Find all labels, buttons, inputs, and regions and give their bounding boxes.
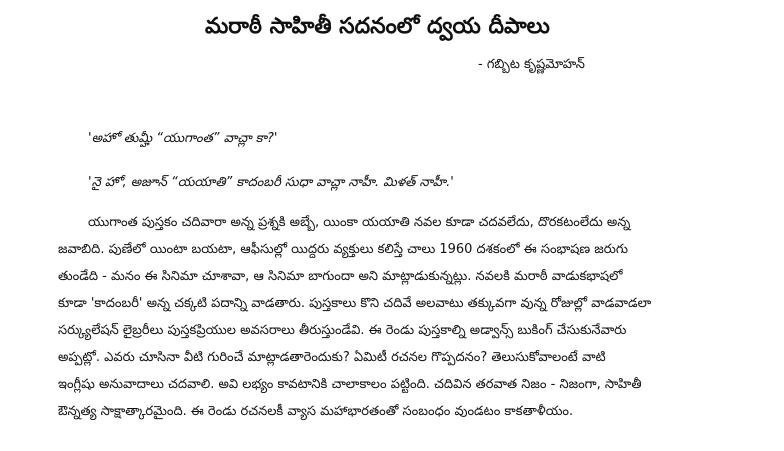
body-line: తుండేది - మనం ఈ సినిమా చూశావా, ఆ సినిమా బాగుందా అని మాట్లాడుకున్నట్లు. నవలకి మరాఠీ వాడుకభాషలో bbox=[58, 269, 623, 284]
article-body-paragraph bbox=[58, 209, 758, 425]
body-line: జవాబిది. పుణేలో యింటా బయటా, ఆఫీసుల్లో యిద్దరు వ్యక్తులు కలిస్తే చాలు 1960 దశకంలో ఈ సంభాషణ జరుగు bbox=[58, 242, 628, 257]
body-line: అప్పట్లో. ఎవరు చూసినా వీటి గురించే మాట్లాడతారెందుకు? ఏమిటీ రచనల గొప్పదనం? తెలుసుకోవాలంటే వాటి bbox=[58, 350, 606, 365]
article-author: - గబ్బిట కృష్ణమోహన్ bbox=[478, 57, 585, 72]
body-line: సర్క్యులేషన్ లైబ్రరీలు పుస్తకప్రియుల అవసరాలు తీరుస్తుండేవి. ఈ రెండు పుస్తకాల్ని అడ్వాన్స్ బుకింగ్ చేసుకునేవారు bbox=[58, 323, 627, 338]
body-line: ఔన్నత్య సాక్షాత్కారమైంది. ఈ రెండు రచనలకీ వ్యాస మహాభారతంతో సంబంధం వుండటం కాకతాళీయం. bbox=[58, 404, 574, 419]
body-line: ఇంగ్లీషు అనువాదాలు చదవాలి. అవి లభ్యం కావటానికి చాలాకాలం పట్టింది. చదివిన తరవాత నిజం - నిజంగా, సాహితీ bbox=[58, 377, 642, 392]
dialogue-quote-2: 'నై హో, అజూన్ “యయాతి” కాదంబరీ సుధా వాచ్లా నాహీ. మిళత్ నాహీ.' bbox=[88, 175, 454, 190]
article-title: మరాఠీ సాహితీ సదనంలో ద్వయ దీపాలు bbox=[205, 14, 550, 39]
body-line: కూడా 'కాదంబరీ' అన్న చక్కటి పదాన్ని వాడతారు. పుస్తకాలు కొని చదివే అలవాటు తక్కువగా వున్న రోజుల్లో వాడవాడలా bbox=[58, 296, 652, 311]
dialogue-quote-1: 'అహో తుమ్హీ “యుగాంత” వాచ్లా కా?' bbox=[88, 131, 278, 146]
body-line: యుగాంత పుస్తకం చదివారా అన్న ప్రశ్నకి అబ్బే, యింకా యయాతి నవల కూడా చదవలేదు, దొరకటంలేదు అన్న bbox=[88, 215, 631, 230]
